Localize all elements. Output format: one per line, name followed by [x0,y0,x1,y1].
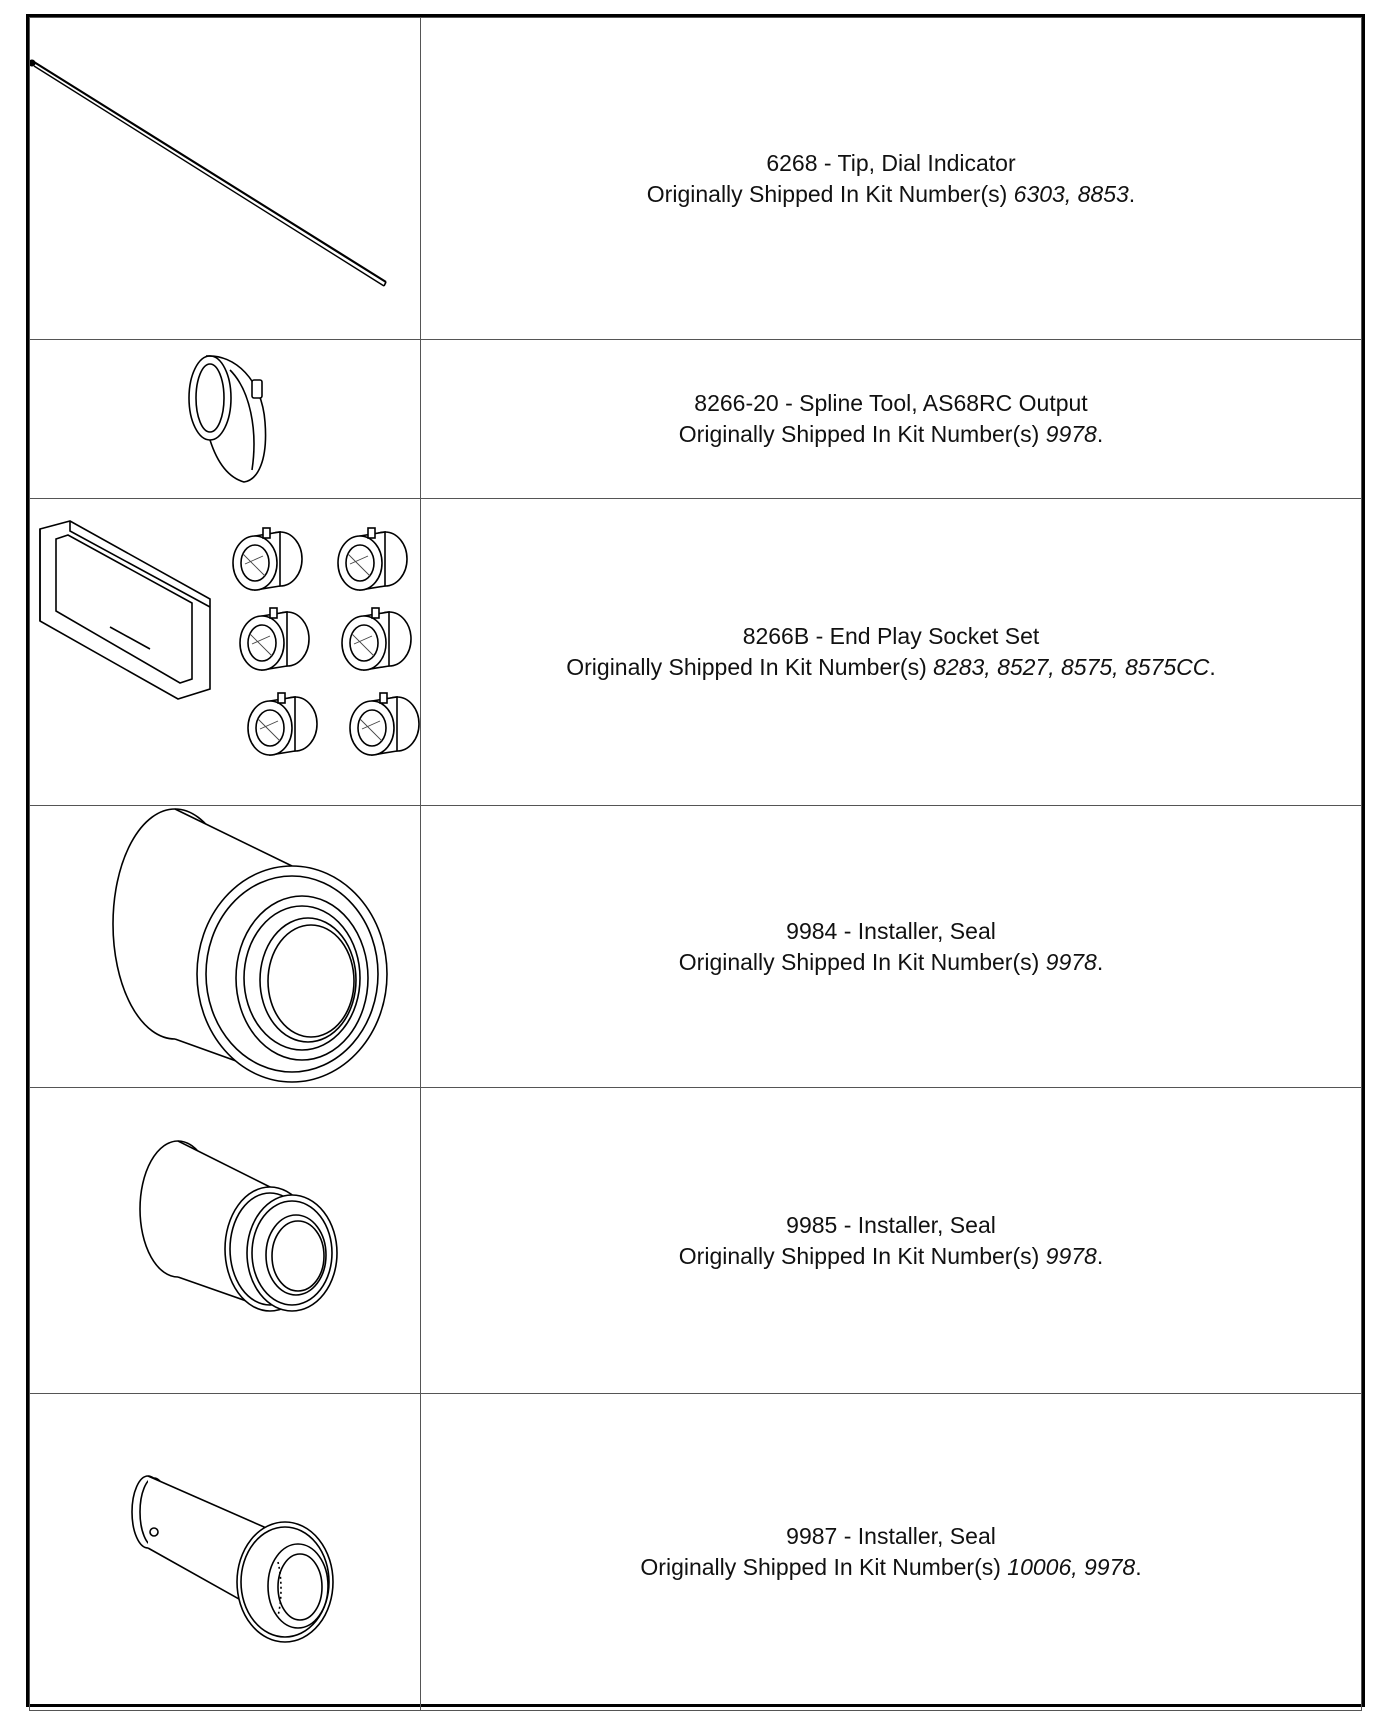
table-row [30,340,1362,499]
tool-description [421,18,1362,340]
table-row [30,1394,1362,1711]
kit-prefix: Originally Shipped In Kit Number(s) [566,654,934,680]
kit-suffix: . [1128,180,1136,207]
seal-installer-medium-icon [30,1088,420,1393]
kit-prefix: Originally Shipped In Kit Number(s) [646,180,1014,207]
socket-set-icon [30,499,420,805]
kit-numbers: 10006, 9978 [1007,1554,1136,1580]
tool-description [421,499,1362,806]
socket-icon [248,693,317,755]
tool-image-cell [30,1088,421,1394]
tool-description [421,806,1362,1088]
part-title: 6268 - Tip, Dial Indicator [766,149,1016,176]
socket-icon [350,693,419,755]
socket-icon [240,608,309,670]
part-title: 8266B - End Play Socket Set [742,623,1040,649]
tool-description [421,340,1362,499]
kit-numbers: 9978 [1045,421,1097,447]
table-row [30,1088,1362,1394]
kit-prefix: Originally Shipped In Kit Number(s) [678,1242,1046,1269]
spline-tool-icon [30,340,420,498]
kit-numbers: 8283, 8527, 8575, 8575CC [933,654,1210,680]
tool-catalog-sheet [26,14,1365,1707]
tool-image-cell [30,340,421,499]
tool-image-cell [30,499,421,806]
tool-image-cell [30,1394,421,1711]
part-title: 8266-20 - Spline Tool, AS68RC Output [694,390,1088,416]
kit-prefix: Originally Shipped In Kit Number(s) [678,948,1046,975]
tool-table [29,17,1362,1711]
kit-prefix: Originally Shipped In Kit Number(s) [640,1554,1008,1580]
tool-image-cell [30,18,421,340]
kit-line [421,1552,1361,1583]
kit-line [421,652,1361,683]
part-title: 9984 - Installer, Seal [786,917,996,944]
kit-suffix: . [1096,1242,1104,1269]
kit-numbers: 6303, 8853 [1013,180,1129,207]
tool-image-cell [30,806,421,1088]
kit-line [421,179,1361,210]
part-title: 9987 - Installer, Seal [786,1523,996,1549]
dial-indicator-tip-icon [30,18,420,339]
socket-icon [338,528,407,590]
part-title: 9985 - Installer, Seal [786,1211,996,1238]
kit-numbers: 9978 [1045,948,1097,975]
seal-installer-long-icon [30,1394,420,1710]
table-row [30,18,1362,340]
tool-description [421,1088,1362,1394]
kit-prefix: Originally Shipped In Kit Number(s) [678,421,1046,447]
kit-line [421,947,1361,978]
table-row [30,806,1362,1088]
kit-suffix: . [1135,1554,1142,1580]
kit-suffix: . [1096,948,1104,975]
kit-line [421,419,1361,450]
kit-line [421,1241,1361,1272]
table-row [30,499,1362,806]
seal-installer-large-icon [30,806,420,1087]
kit-suffix: . [1209,654,1216,680]
tool-description [421,1394,1362,1711]
kit-numbers: 9978 [1045,1242,1097,1269]
socket-icon [233,528,302,590]
socket-icon [342,608,411,670]
kit-suffix: . [1096,421,1104,447]
